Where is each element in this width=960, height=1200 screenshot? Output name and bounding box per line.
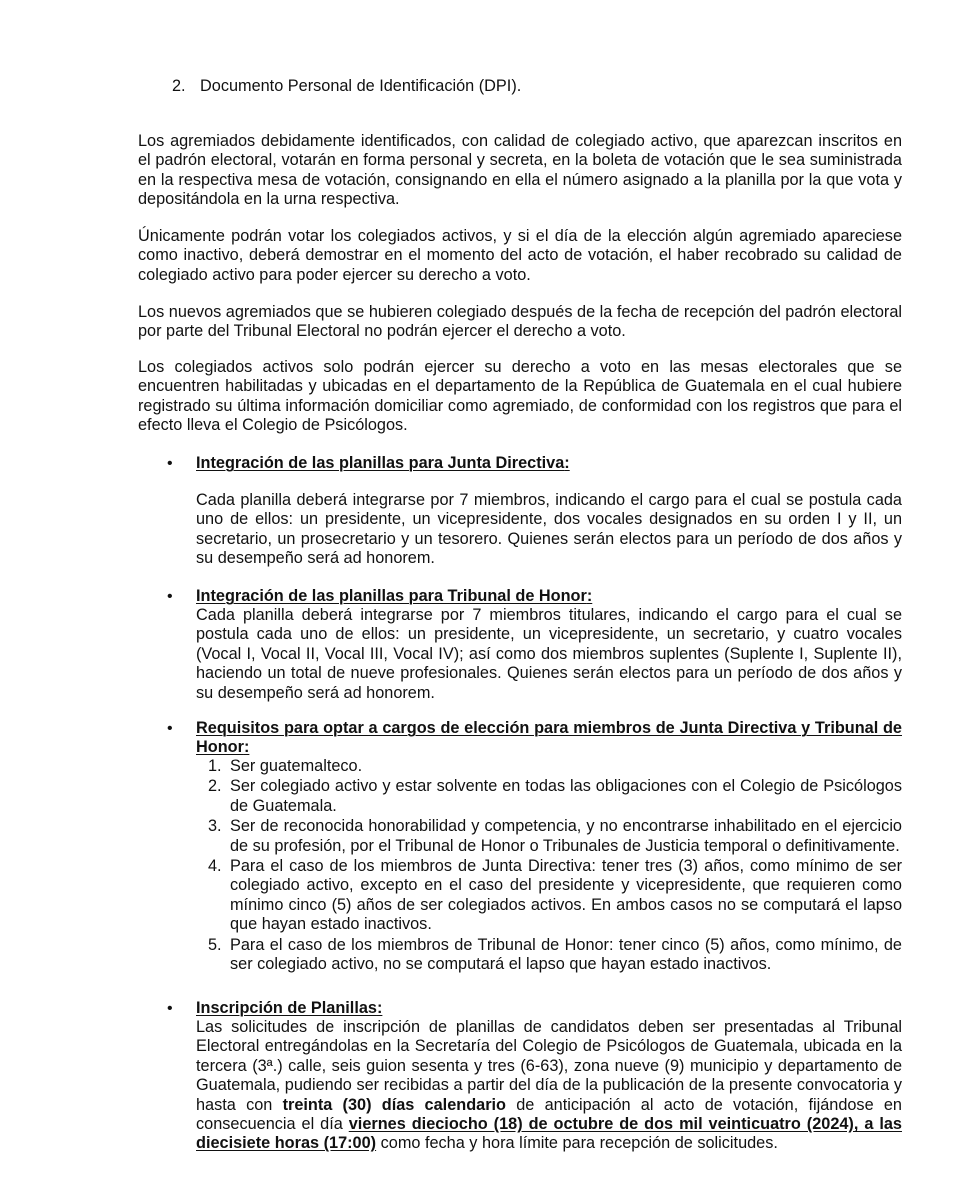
bullet-icon	[167, 587, 179, 599]
list-item-text: Ser guatemalteco.	[230, 757, 363, 775]
body-inscripcion	[196, 1018, 902, 1154]
list-number: 3.	[208, 817, 222, 836]
list-item-text: Para el caso de los miembros de Tribunal de Honor: tener cinco (5) años, como mínimo, de ser colegiado activo, no se computará el lapso que hayan estado inactivos.	[230, 935, 902, 974]
list-item	[196, 936, 902, 975]
body-bold-underline-date: viernes dieciocho (18) de octubre de dos mil veinticuatro (2024), a las diecisiete horas (17:00)	[196, 1115, 902, 1153]
heading-junta-directiva	[196, 454, 902, 473]
list-number: 1.	[208, 757, 222, 775]
list-number: 5.	[208, 935, 222, 954]
paragraph-voting: Los agremiados debidamente identificados, con calidad de colegiado activo, que aparezcan inscritos en el padrón electoral, votarán en forma personal y secreta, en la boleta de votación que le sea suministrada en la respectiva mesa de votación, consignando en ella el número asignado a la planilla por la que vota y depositándola en la urna respectiva.	[138, 132, 902, 209]
body-bold-deadline: treinta (30) días calendario	[282, 1095, 506, 1114]
heading-inscripcion	[196, 999, 902, 1018]
body-tribunal-honor: Cada planilla deberá integrarse por 7 miembros titulares, indicando el cargo para el cual se postula cada uno de ellos: un presidente, un vicepresidente, un secretario, y cuatro vocales (Vocal I, Vocal II, Vocal III, Vocal IV); así como dos miembros suplentes (Suplente I, Suplente II), haciendo un total de nueve profesionales. Quienes serán electos para un período de dos años y su desempeño será ad honorem.	[196, 606, 902, 702]
heading-text: Integración de las planillas para Tribunal de Honor	[196, 587, 587, 605]
heading-colon: :	[243, 738, 250, 757]
body-text: de anticipación al acto de votación, fijándose en consecuencia el día	[196, 1095, 902, 1134]
heading-text: Integración de las planillas para Junta Directiva	[196, 454, 565, 472]
list-item	[196, 777, 902, 816]
body-text: como fecha y hora límite para recepción de solicitudes.	[376, 1134, 778, 1153]
list-number: 4.	[208, 857, 222, 876]
list-item-text: Para el caso de los miembros de Junta Directiva: tener tres (3) años, como mínimo de ser colegiado activo, excepto en el caso del presidente y vicepresidente, que requieren como mínimo cinco (5) años de ser colegiados activos. En ambos casos no se computará el lapso que hayan estado inactivos.	[230, 857, 902, 934]
heading-colon: :	[564, 454, 570, 472]
list-item	[196, 817, 902, 856]
list-item	[196, 757, 902, 776]
heading-tribunal-honor	[196, 587, 902, 606]
list-item-text: Ser colegiado activo y estar solvente en todas las obligaciones con el Colegio de Psicólogos de Guatemala.	[230, 777, 902, 815]
list-item-dpi	[172, 77, 521, 96]
list-item	[196, 857, 902, 935]
list-number: 2.	[172, 77, 186, 95]
list-item-text: Documento Personal de Identificación (DPI).	[200, 77, 522, 95]
body-text: Las solicitudes de inscripción de planillas de candidatos deben ser presentadas al Tribunal Electoral entregándolas en la Secretaría del Colegio de Psicólogos de Guatemala, ubicada en la tercera (3ª.) calle, seis guion sesenta y tres (6-63), zona nueve (9) municipio y departamento de Guatemala, pudiendo ser recibidas a partir del día de la publicación de la presente convocatoria y hasta con	[196, 1018, 902, 1114]
heading-colon: :	[586, 587, 593, 605]
bullet-icon	[167, 454, 179, 466]
bullet-icon	[167, 719, 179, 731]
bullet-icon	[167, 999, 179, 1011]
requisitos-list	[196, 757, 902, 974]
heading-text: Inscripción de Planillas	[196, 999, 377, 1017]
heading-text: Requisitos para optar a cargos de elección para miembros de Junta Directiva y Tribunal de Honor	[196, 719, 902, 757]
paragraph-active-members: Únicamente podrán votar los colegiados activos, y si el día de la elección algún agremiado apareciese como inactivo, deberá demostrar en el momento del acto de votación, el haber recobrado su calidad de colegiado activo para poder ejercer su derecho a voto.	[138, 227, 902, 284]
list-item-text: Ser de reconocida honorabilidad y competencia, y no encontrarse inhabilitado en el ejercicio de su profesión, por el Tribunal de Honor o Tribunales de Justicia temporal o definitivamente.	[230, 817, 902, 855]
list-number: 2.	[208, 777, 222, 796]
heading-requisitos	[196, 719, 902, 758]
heading-colon: :	[376, 999, 383, 1017]
paragraph-new-members: Los nuevos agremiados que se hubieren colegiado después de la fecha de recepción del padrón electoral por parte del Tribunal Electoral no podrán ejercer el derecho a voto.	[138, 303, 902, 341]
body-junta-directiva: Cada planilla deberá integrarse por 7 miembros, indicando el cargo para el cual se postula cada uno de ellos: un presidente, un vicepresidente, dos vocales designados en su orden I y II, un secretario, un prosecretario y un tesorero. Quienes serán electos para un período de dos años y su desempeño será ad honorem.	[196, 491, 902, 568]
paragraph-voting-location: Los colegiados activos solo podrán ejercer su derecho a voto en las mesas electorales que se encuentren habilitadas y ubicadas en el departamento de la República de Guatemala en el cual hubiere registrado su última información domiciliar como agremiado, de conformidad con los registros que para el efecto lleva el Colegio de Psicólogos.	[138, 358, 902, 435]
